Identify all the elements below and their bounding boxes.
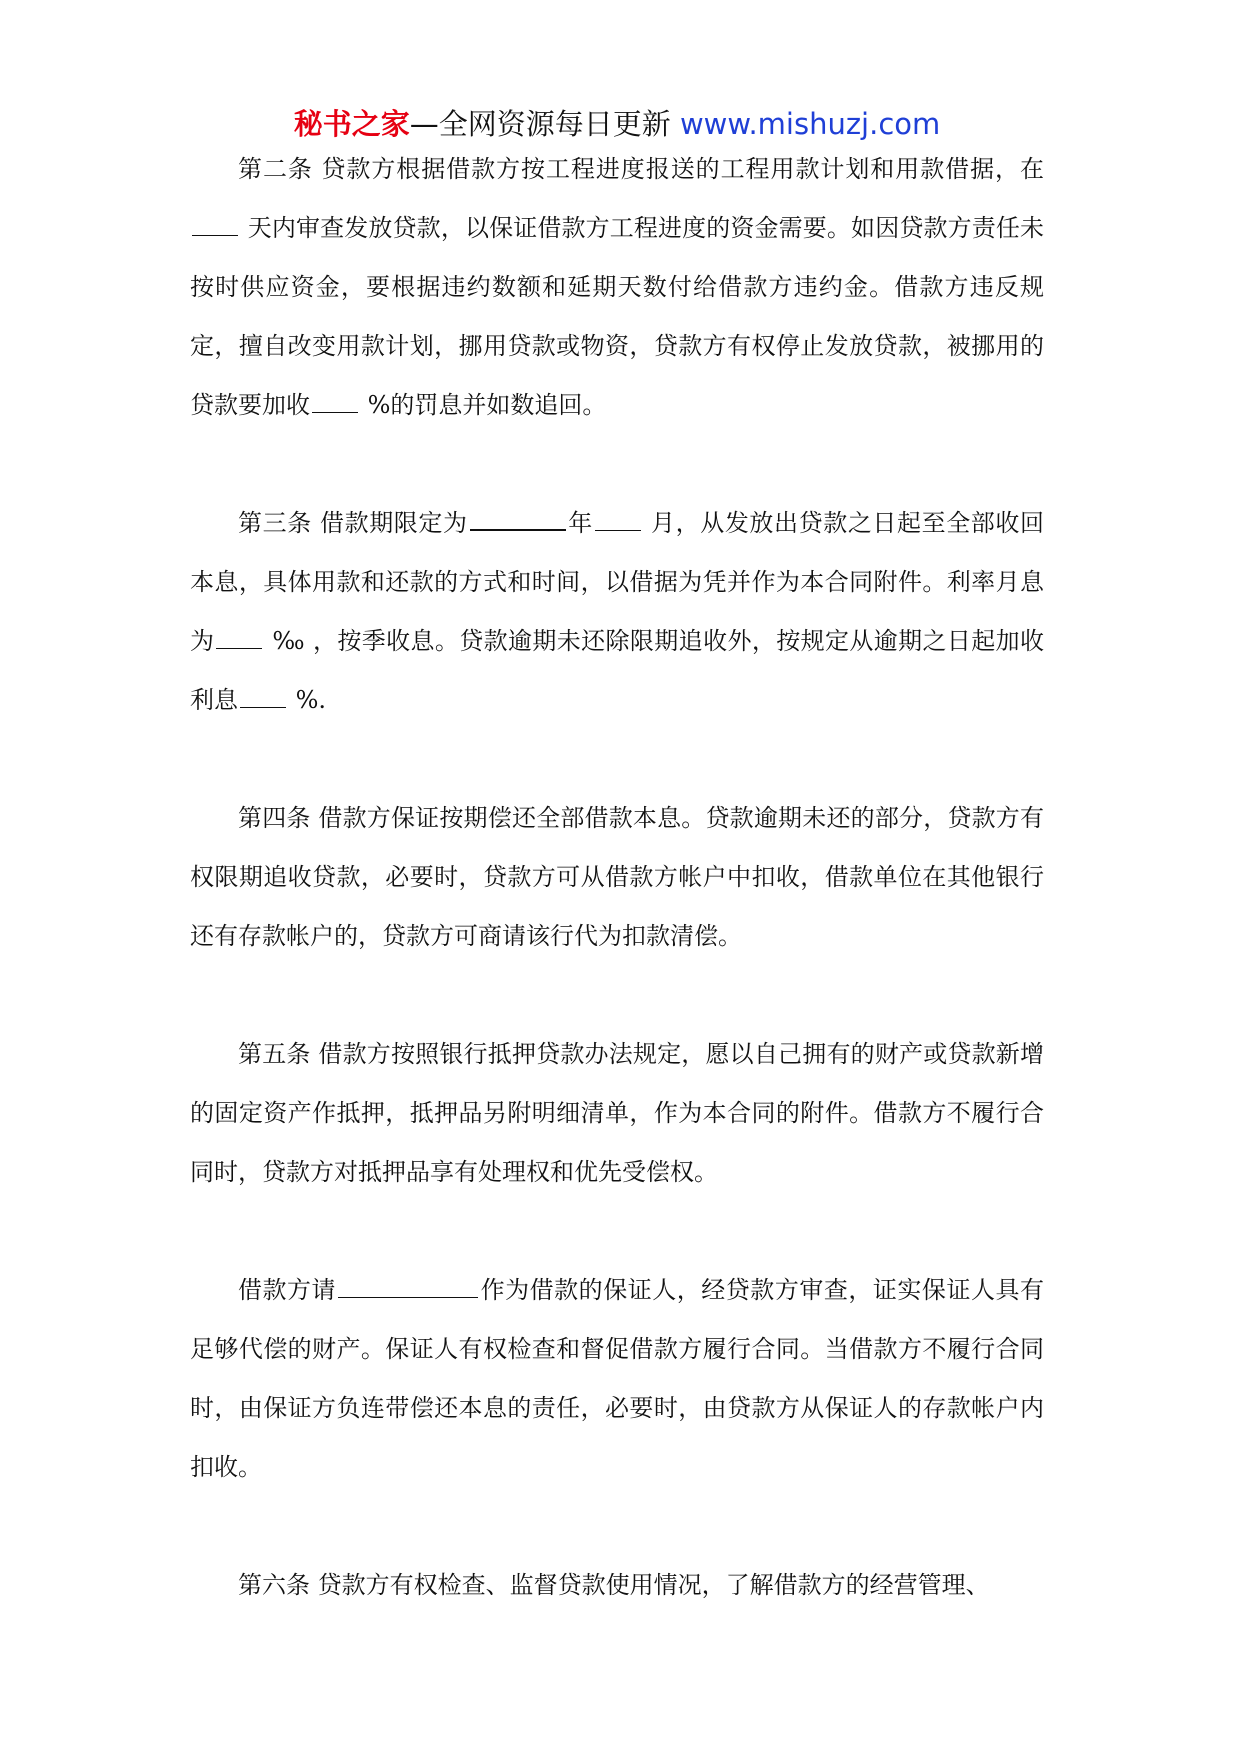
paragraph-gap [190,730,1044,789]
contract-body [190,140,1044,1615]
article-3-text-1: 第三条 借款期限定为 [238,509,468,537]
article-3-text-3: 月，从发放出贷款之日起至全部收回本息，具体用款和还款的方式和时间，以借据为凭并作为本合同附件。利率月息为 [190,509,1044,655]
blank-months[interactable] [595,506,641,531]
site-header [0,104,1234,144]
brand-name: 秘书之家 [293,107,410,141]
article-3-text-2: 年 [567,509,593,537]
paragraph-gap [190,966,1044,1025]
article-4: 第四条 借款方保证按期偿还全部借款本息。贷款逾期未还的部分，贷款方有权限期追收贷款，必要时，贷款方可从借款方帐户中扣收，借款单位在其他银行还有存款帐户的，贷款方可商请该行代为扣款清偿。 [190,804,1044,950]
blank-guarantor-name[interactable] [338,1273,478,1298]
article-2-text-2: 天内审查发放贷款，以保证借款方工程进度的资金需要。如因贷款方责任未按时供应资金，要根据违约数额和延期天数付给借款方违约金。借款方违反规定，擅自改变用款计划，挪用贷款或物资，贷款方有权停止发放贷款，被挪用的贷款要加收 [190,214,1044,419]
article-3-text-4: ‰ ，按季收息。贷款逾期未还除限期追收外，按规定从逾期之日起加收利息 [190,627,1045,714]
header-tagline: —全网资源每日更新 [409,107,671,141]
guarantor-clause [190,1261,1044,1497]
article-2 [190,140,1044,435]
header-url-link[interactable]: www.mishuzj.com [679,107,941,141]
article-2-text-3: %的罚息并如数追回。 [360,391,607,419]
article-3-text-5: %. [288,686,327,714]
paragraph-gap [190,1202,1044,1261]
guarantor-text-2: 作为借款的保证人，经贷款方审查，证实保证人具有足够代偿的财产。保证人有权检查和督促借款方履行合同。当借款方不履行合同时，由保证方负连带偿还本息的责任，必要时，由贷款方从保证人的存款帐户内扣收。 [190,1276,1045,1481]
paragraph-gap [190,435,1044,494]
blank-penalty-rate[interactable] [312,388,358,413]
blank-overdue-rate[interactable] [240,683,286,708]
article-2-text-1: 第二条 贷款方根据借款方按工程进度报送的工程用款计划和用款借据，在 [238,155,1044,183]
blank-monthly-rate[interactable] [216,624,262,649]
blank-years[interactable] [470,505,566,531]
article-5: 第五条 借款方按照银行抵押贷款办法规定，愿以自己拥有的财产或贷款新增的固定资产作抵押，抵押品另附明细清单，作为本合同的附件。借款方不履行合同时，贷款方对抵押品享有处理权和优先受偿权。 [190,1040,1044,1186]
article-6: 第六条 贷款方有权检查、监督贷款使用情况，了解借款方的经营管理、 [238,1571,990,1599]
blank-days[interactable] [192,211,238,236]
paragraph-gap [190,1497,1044,1556]
article-3 [190,494,1044,730]
guarantor-text-1: 借款方请 [238,1276,337,1304]
